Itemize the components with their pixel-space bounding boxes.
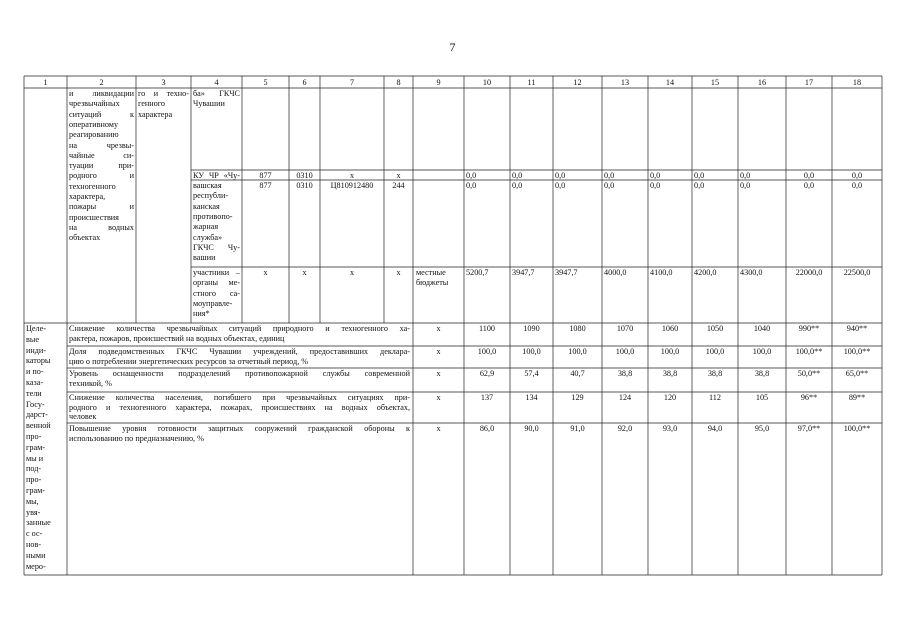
indicators-label: нов- (26, 540, 42, 549)
indicator-text: родного и техногенного характера, пожарах, происшествиях на водных объектах, (69, 402, 410, 412)
indicator-value: 38,8 (754, 369, 770, 378)
indicator-value: 62,9 (479, 369, 495, 378)
executor-text: канская (193, 201, 220, 211)
executor-text: противопо- (193, 211, 233, 221)
program-text: на чрезвы- (69, 140, 134, 150)
column-number: 8 (396, 77, 401, 87)
indicator-value: 38,8 (662, 369, 678, 378)
indicator-value: 940** (846, 324, 868, 333)
column-number: 7 (349, 77, 355, 87)
grbs-code: 877 (259, 181, 272, 190)
program-text: объектах (69, 233, 101, 243)
indicators-label: ными (26, 550, 46, 560)
executor-text: ГКЧС Чу- (193, 242, 240, 252)
indicator-value: 1050 (706, 324, 724, 333)
column-number: 2 (99, 77, 104, 87)
indicator-value: 137 (480, 393, 494, 402)
year-value: 0,0 (604, 171, 615, 180)
indicator-value: 100,0 (705, 347, 725, 356)
indicator-value: 65,0** (845, 369, 869, 378)
year-value: 0,0 (803, 171, 815, 180)
program-text: чайные си- (69, 150, 134, 160)
indicators-label: про- (26, 475, 42, 485)
indicator-value: 50,0** (797, 369, 821, 378)
executor-text: КУ ЧР «Чу- (193, 171, 240, 180)
indicator-value: 1040 (753, 324, 771, 333)
indicator-value: 38,8 (707, 369, 723, 378)
program-text: и ликвидации (69, 89, 134, 98)
indicator-text: использованию по предназначению, % (69, 433, 204, 443)
executor-text: участники – (193, 268, 240, 277)
column-number: 18 (852, 77, 862, 87)
column-number: 4 (214, 77, 219, 87)
indicator-value: 120 (663, 393, 677, 402)
executor-text: республи- (193, 191, 229, 201)
year-value: 0,0 (466, 181, 477, 190)
indicators-label: грам- (26, 442, 45, 452)
year-value: 0,0 (650, 181, 661, 190)
grbs-code: 877 (259, 171, 272, 180)
indicator-value: 89** (848, 393, 866, 402)
indicators-label: Целе- (26, 324, 46, 333)
indicators-label: меро- (26, 561, 46, 571)
column-number: 12 (573, 77, 582, 87)
indicator-value: 93,0 (662, 424, 678, 433)
indicators-label: увя- (26, 507, 41, 517)
indicator-value: 1100 (478, 324, 496, 333)
year-value: 0,0 (604, 181, 615, 190)
year-value: 0,0 (740, 171, 751, 180)
year-value: 5200,7 (466, 268, 489, 277)
year-value: 0,0 (512, 181, 523, 190)
indicator-text: рактера, пожаров, происшествий на водных объектах, единиц (69, 333, 285, 343)
column-number: 16 (757, 77, 767, 87)
year-value: 0,0 (650, 171, 661, 180)
indicator-text: Снижение количества населения, погибшего при чрезвычайных ситуациях при- (69, 393, 410, 402)
executor-text: органы ме- (193, 278, 240, 288)
indicator-text: техникой, % (69, 378, 112, 388)
program-text: происшествия (69, 212, 119, 222)
year-value: 0,0 (740, 181, 751, 190)
year-value: 4000,0 (604, 268, 627, 277)
column-number: 3 (161, 77, 166, 87)
column-number: 15 (710, 77, 720, 87)
indicator-value: 1080 (569, 324, 586, 333)
funding-source: бюджеты (416, 278, 449, 288)
year-value: 22000,0 (795, 268, 823, 277)
column-number: 14 (665, 77, 675, 87)
year-value: 0,0 (466, 171, 477, 180)
expense-type-code: x (396, 268, 401, 277)
indicator-value: 1060 (661, 324, 679, 333)
indicator-value: 100,0 (752, 347, 772, 356)
program-text: реагированию (69, 130, 119, 140)
indicator-value: 1090 (523, 324, 540, 333)
indicator-text: Повышение уровня готовности защитных сооружений гражданской обороны к (69, 424, 410, 433)
executor-text: моуправле- (193, 298, 233, 308)
program-text: характера, (69, 192, 106, 201)
indicator-value: 129 (571, 393, 584, 402)
indicator-value: 100,0 (477, 347, 497, 356)
indicators-label: каза- (26, 378, 44, 387)
indicator-mark: x (436, 424, 441, 433)
indicator-text: цию о потреблении энергетических ресурсов за отчетный период, % (69, 356, 309, 366)
year-value: 0,0 (851, 171, 863, 180)
year-value: 3947,7 (512, 268, 535, 277)
grbs-code: x (263, 268, 268, 277)
indicator-value: 86,0 (479, 424, 495, 433)
year-value: 0,0 (555, 171, 566, 180)
column-number: 17 (804, 77, 814, 87)
indicator-value: 38,8 (617, 369, 633, 378)
program-text: ситуаций к (69, 109, 134, 119)
section-code: 0310 (296, 181, 313, 190)
year-value: 4300,0 (740, 268, 763, 277)
indicator-value: 95,0 (754, 424, 770, 433)
column-number: 9 (436, 77, 441, 87)
indicator-value: 990** (798, 324, 820, 333)
indicator-mark: x (436, 369, 441, 378)
indicator-value: 100,0 (522, 347, 541, 356)
indicators-label: каторы (26, 356, 51, 366)
indicator-value: 105 (755, 393, 769, 402)
executor-text: ба» ГКЧС (193, 89, 240, 98)
indicators-label: тели (26, 388, 42, 398)
indicator-value: 100,0 (660, 347, 680, 356)
indicator-value: 100,0 (615, 347, 635, 356)
expense-type-code: 244 (392, 181, 405, 190)
indicator-text: Уровень оснащенности подразделений противопожарной службы современной (69, 369, 410, 378)
section-code: 0310 (296, 171, 313, 180)
target-article-code: x (349, 268, 355, 277)
program-text: родного и (69, 171, 134, 181)
indicator-mark: x (436, 347, 441, 356)
indicator-value: 91,0 (570, 424, 585, 433)
indicators-label: мы, (26, 496, 39, 506)
year-value: 0,0 (512, 171, 523, 180)
program-text: го и техно- (138, 89, 189, 98)
year-value: 0,0 (803, 181, 815, 190)
target-article-code: Ц810912480 (330, 181, 374, 190)
indicator-value: 57,4 (524, 369, 539, 378)
program-text: чрезвычайных (69, 99, 120, 109)
indicator-value: 100,0** (795, 347, 823, 356)
year-value: 0,0 (555, 181, 566, 190)
indicators-label: Госу- (26, 399, 45, 409)
column-number: 6 (302, 77, 307, 87)
indicators-label: под- (26, 464, 42, 474)
indicator-value: 1070 (616, 324, 634, 333)
executor-text: вашская (193, 181, 222, 190)
executor-text: жарная (193, 222, 219, 232)
indicators-label: дарст- (26, 410, 48, 420)
indicator-value: 124 (618, 393, 632, 402)
executor-text: вашии (193, 253, 216, 263)
indicator-text: Снижение количества чрезвычайных ситуаций природного и техногенного ха- (69, 324, 410, 333)
year-value: 0,0 (694, 181, 705, 190)
indicators-label: мы и (26, 453, 44, 463)
program-text: характера (138, 109, 173, 119)
indicators-label: инди- (26, 345, 47, 355)
program-text: оперативному (69, 119, 119, 129)
program-text: генного (138, 99, 165, 109)
executor-text: стного са- (193, 288, 240, 298)
indicators-label: с ос- (26, 529, 43, 539)
indicators-label: венной (26, 421, 51, 431)
year-value: 0,0 (694, 171, 705, 180)
section-code: x (302, 268, 307, 277)
executor-text: Чувашии (193, 99, 225, 109)
indicators-label: про- (26, 432, 42, 441)
indicator-value: 96** (800, 393, 818, 402)
indicator-value: 100,0** (843, 347, 871, 356)
page-number: 7 (449, 40, 456, 54)
indicator-value: 100,0** (843, 424, 871, 433)
funding-source: местные (416, 268, 446, 277)
indicator-text: человек (69, 412, 97, 422)
indicator-mark: x (436, 393, 441, 402)
indicator-mark: x (436, 324, 441, 333)
indicators-label: вые (26, 334, 40, 344)
year-value: 4200,0 (694, 268, 717, 277)
indicator-value: 112 (709, 393, 721, 402)
expense-type-code: x (396, 171, 401, 180)
column-number: 10 (482, 77, 492, 87)
indicator-value: 94,0 (707, 424, 723, 433)
column-number: 11 (527, 77, 536, 87)
indicators-label: занные (26, 518, 51, 528)
program-text: техногенного (69, 181, 116, 191)
year-value: 4100,0 (650, 268, 673, 277)
indicator-value: 90,0 (524, 424, 539, 433)
indicator-text: Доля подведомственных ГКЧС Чувашии учреждений, предоставивших деклара- (69, 347, 410, 356)
executor-text: служба» (193, 232, 223, 242)
indicator-value: 97,0** (797, 424, 821, 433)
indicator-value: 134 (525, 393, 538, 402)
indicator-value: 100,0 (568, 347, 587, 356)
column-number: 5 (263, 77, 268, 87)
year-value: 3947,7 (555, 268, 578, 277)
indicator-value: 92,0 (617, 424, 633, 433)
executor-text: ния* (193, 309, 210, 319)
year-value: 22500,0 (843, 268, 871, 277)
indicators-label: и по- (26, 367, 44, 377)
year-value: 0,0 (851, 181, 863, 190)
target-article-code: x (349, 171, 355, 180)
program-text: пожары и (69, 202, 134, 212)
program-text: на водных (69, 222, 134, 232)
column-number: 1 (43, 77, 48, 87)
indicator-value: 40,7 (570, 369, 585, 378)
indicators-label: грам- (26, 486, 45, 495)
program-text: туации при- (69, 161, 134, 171)
column-number: 13 (620, 77, 630, 87)
